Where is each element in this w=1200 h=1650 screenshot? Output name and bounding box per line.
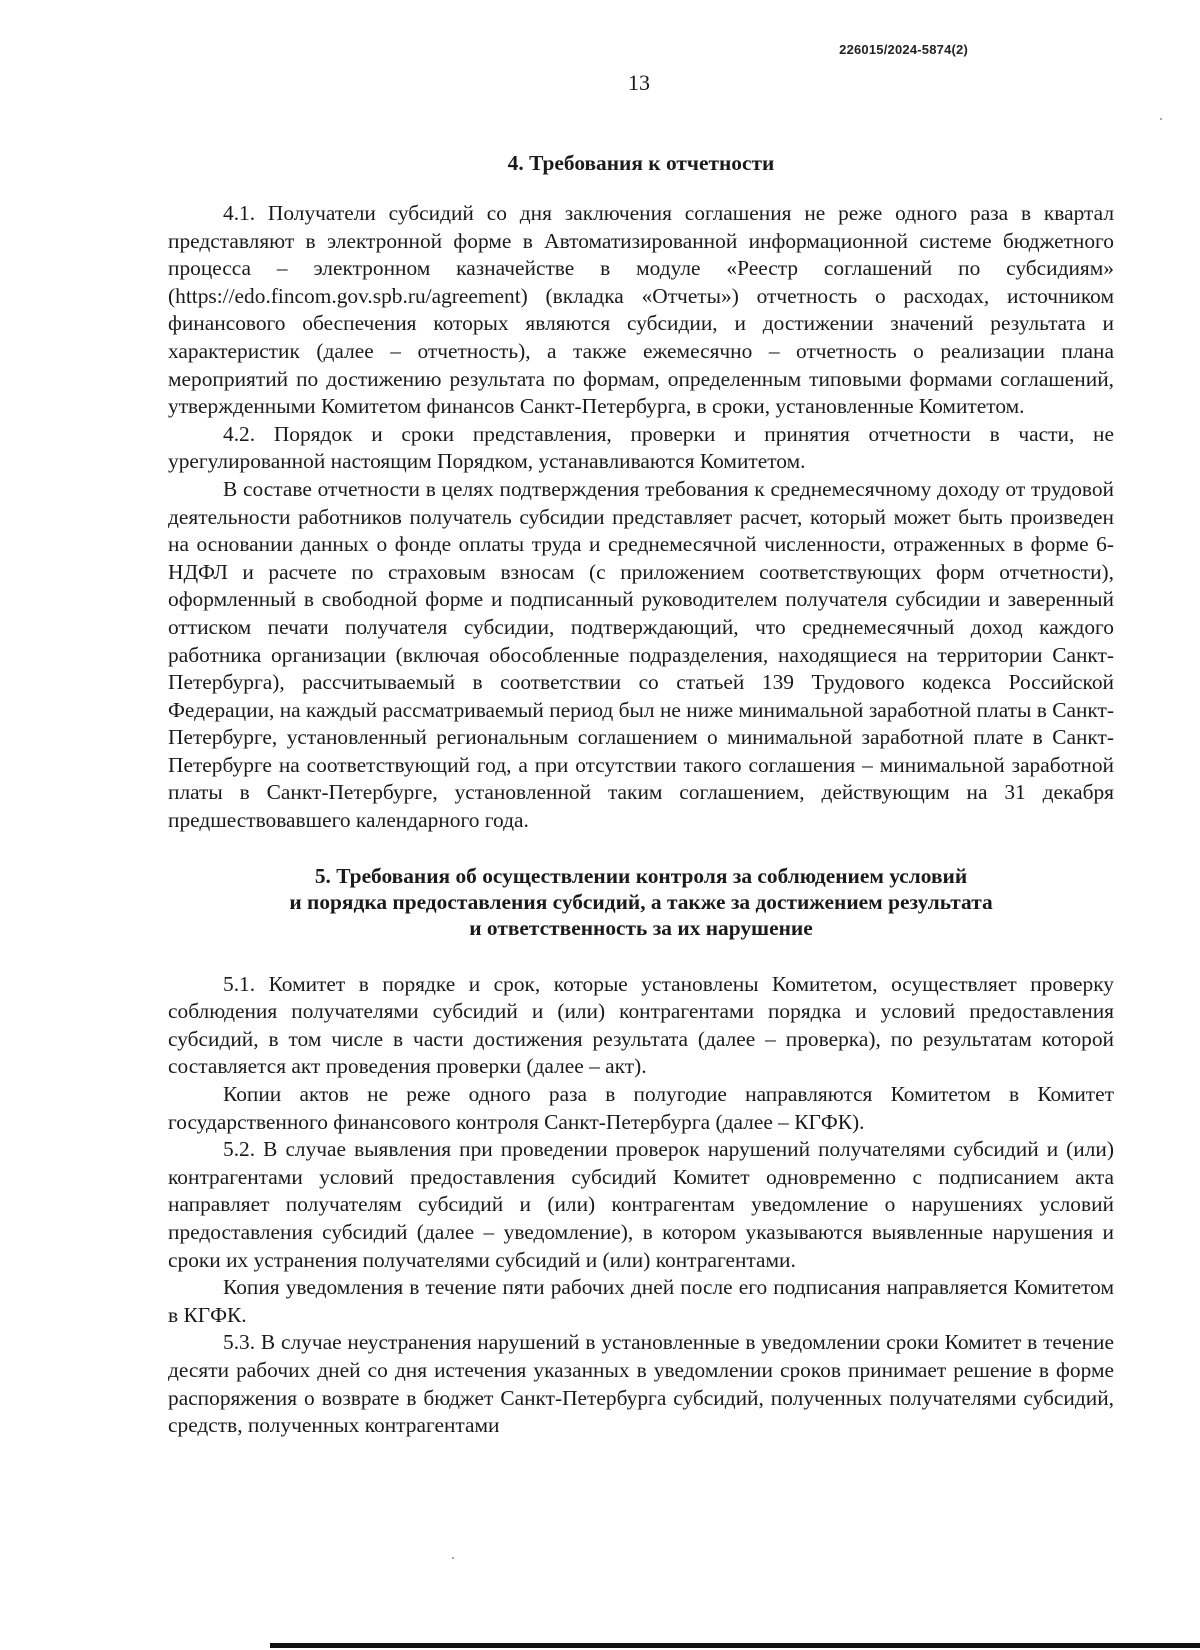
paragraph-4-1: 4.1. Получатели субсидий со дня заключения соглашения не реже одного раза в квартал представляют в электронной форме в Автоматизированной информационной системе бюджетного процесса – электронном казначействе в модуле «Реестр соглашений по субсидиям» (https://edo.fincom.gov.spb.ru/agreement) (вкладка «Отчеты») отчетность о расходах, источником финансового обеспечения которых являются субсидии, и достижении значений результата и характеристик (далее – отчетность), а также ежемесячно – отчетность о реализации плана мероприятий по достижению результата по формам, определенным типовыми формами соглашений, утвержденными Комитетом финансов Санкт-Петербурга, в сроки, установленные Комитетом. (168, 201, 1114, 419)
paragraph-5-3: 5.3. В случае неустранения нарушений в установленные в уведомлении сроки Комитет в течение десяти рабочих дней со дня истечения указанных в уведомлении сроков принимает решение в форме распоряжения о возврате в бюджет Санкт-Петербурга субсидий, полученных получателями субсидий, средств, полученных контрагентами (168, 1330, 1114, 1438)
page-number: 13 (628, 70, 650, 95)
document-registration-number: 226015/2024-5874(2) (839, 42, 968, 57)
page-bottom-rule (270, 1643, 1200, 1648)
document-body (168, 150, 1114, 1440)
section-5-heading-line-3: и ответственность за их нарушение (469, 915, 813, 940)
section-4-heading: 4. Требования к отчетности (507, 151, 775, 175)
section-5-heading-line-1: 5. Требования об осуществлении контроля за соблюдением условий (314, 863, 968, 888)
section-5-heading (168, 863, 1114, 941)
scan-speck (452, 1557, 454, 1559)
paragraph-5-1-copies: Копии актов не реже одного раза в полугодие направляются Комитетом в Комитет государственного финансового контроля Санкт-Петербурга (далее – КГФК). (168, 1082, 1114, 1134)
paragraph-5-2-copy: Копия уведомления в течение пяти рабочих дней после его подписания направляется Комитетом в КГФК. (168, 1275, 1114, 1327)
paragraph-4-2: 4.2. Порядок и сроки представления, проверки и принятия отчетности в части, не урегулированной настоящим Порядком, устанавливаются Комитетом. (168, 421, 1114, 474)
scan-speck (1160, 118, 1162, 120)
paragraph-5-2: 5.2. В случае выявления при проведении проверок нарушений получателями субсидий и (или) контрагентами условий предоставления субсидий Комитет одновременно с подписанием акта направляет получателям субсидий и (или) контрагентам уведомление о нарушениях условий предоставления субсидий (далее – уведомление), в котором указываются выявленные нарушения и сроки их устранения получателями субсидий и (или) контрагентами. (168, 1137, 1114, 1272)
paragraph-4-2-reporting: В составе отчетности в целях подтверждения требования к среднемесячному доходу от трудовой деятельности работников получатель субсидии представляет расчет, который может быть произведен на основании данных о фонде оплаты труда и среднемесячной численности, отраженных в форме 6-НДФЛ и расчете по страховым взносам (с приложением соответствующих форм отчетности), оформленный в свободной форме и подписанный руководителем получателя субсидии и заверенный оттиском печати получателя субсидии, подтверждающий, что среднемесячный доход каждого работника организации (включая обособленные подразделения, находящиеся на территории Санкт-Петербурга), рассчитываемый в соответствии со статьей 139 Трудового кодекса Российской Федерации, на каждый рассматриваемый период был не ниже минимальной заработной платы в Санкт-Петербурге, установленный региональным соглашением о минимальной заработной плате в Санкт-Петербурге на соответствующий год, а при отсутствии такого соглашения – минимальной заработной платы в Санкт-Петербурге, установленной таким соглашением, действующим на 31 декабря предшествовавшего календарного года. (168, 476, 1114, 833)
paragraph-5-1: 5.1. Комитет в порядке и срок, которые установлены Комитетом, осуществляет проверку соблюдения получателями субсидий и (или) контрагентами порядка и условий предоставления субсидий, в том числе в части достижения результата (далее – проверка), по результатам которой составляется акт проведения проверки (далее – акт). (168, 971, 1114, 1079)
section-5-heading-line-2: и порядка предоставления субсидий, а также за достижением результата (289, 889, 993, 914)
